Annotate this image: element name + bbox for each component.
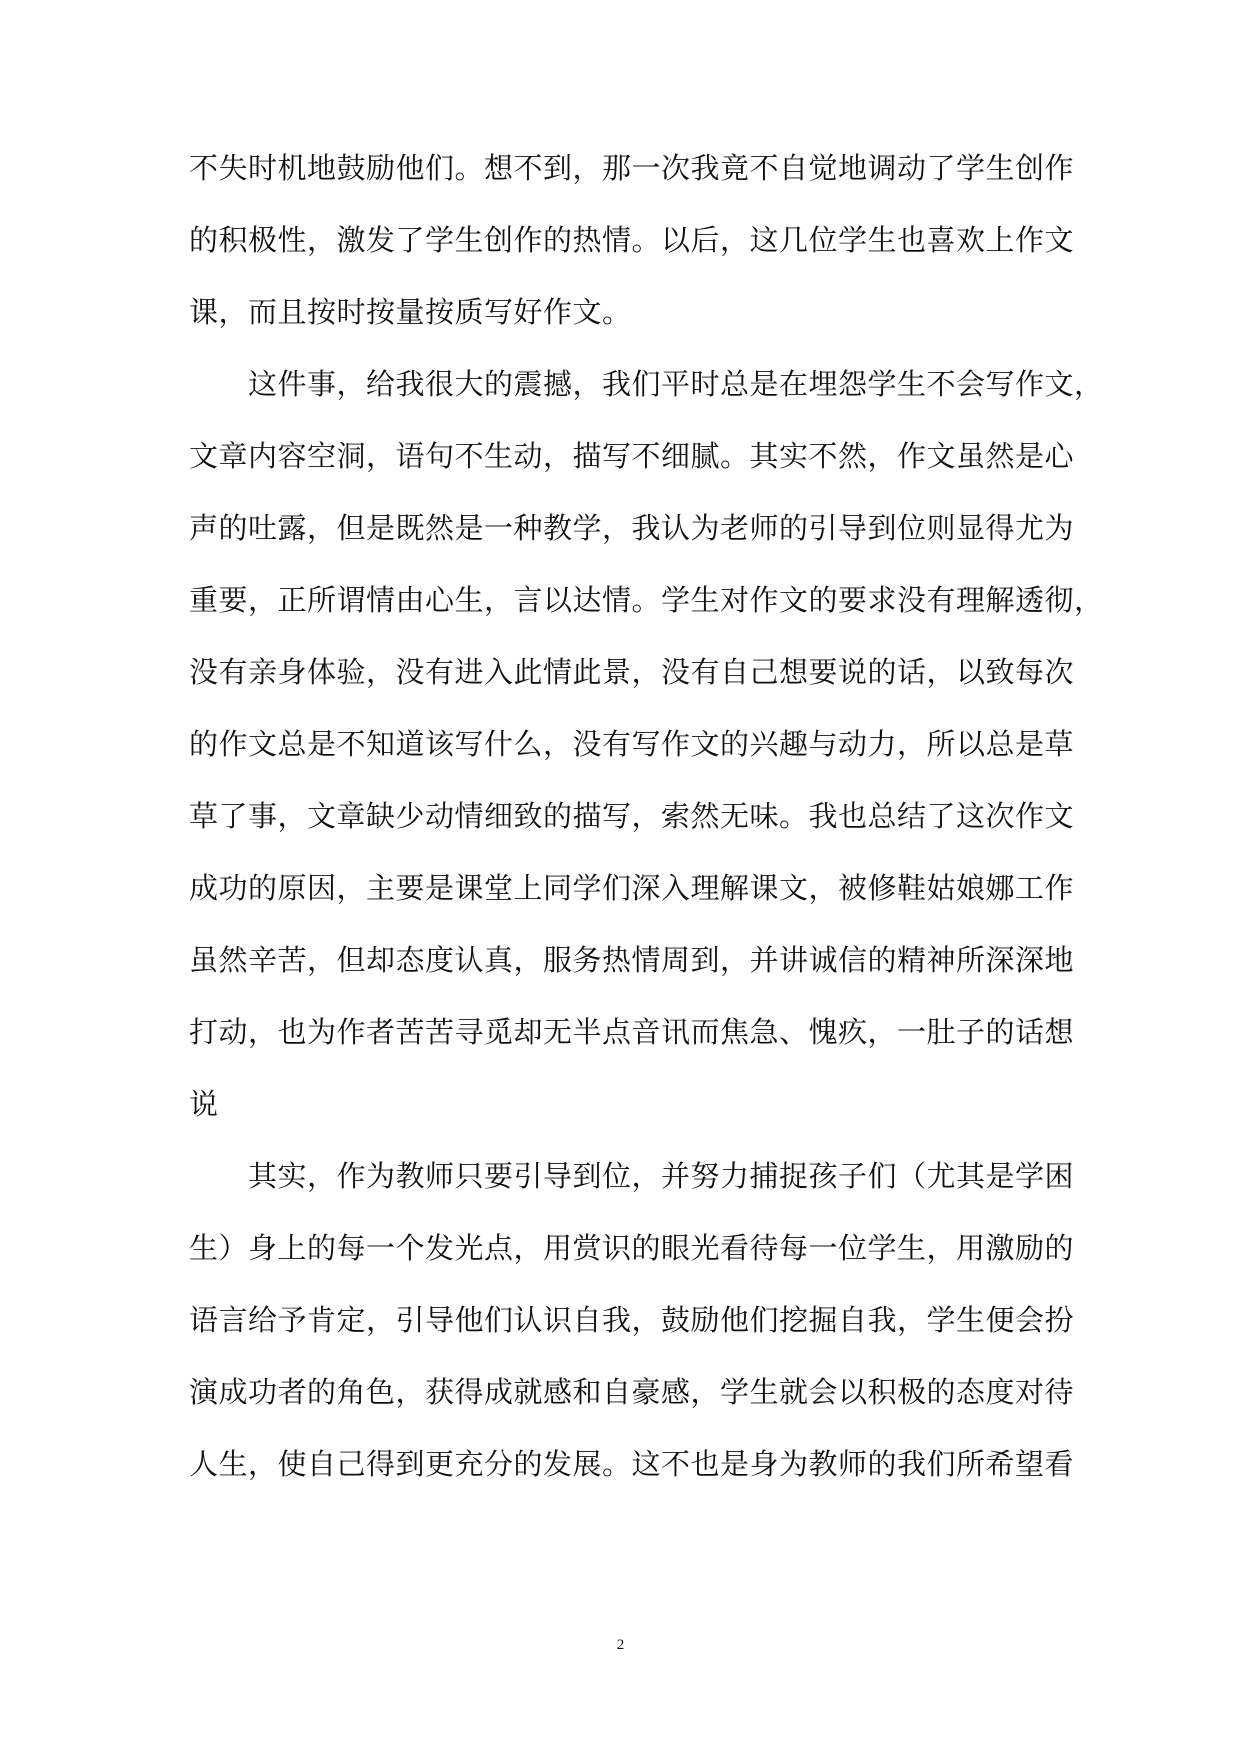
page-number: 2 [616,1637,625,1653]
text-line: 这件事，给我很大的震撼，我们平时总是在埋怨学生不会写作文， [189,367,1104,401]
text-line: 草了事，文章缺少动情细致的描写，索然无味。我也总结了这次作文 [189,799,1075,833]
text-line: 语言给予肯定，引导他们认识自我，鼓励他们挖掘自我，学生便会扮 [189,1303,1075,1337]
text-line: 生）身上的每一个发光点，用赏识的眼光看待每一位学生，用激励的 [189,1231,1075,1265]
text-line: 虽然辛苦，但却态度认真，服务热情周到，并讲诚信的精神所深深地 [189,943,1075,977]
text-line: 重要，正所谓情由心生，言以达情。学生对作文的要求没有理解透彻， [189,583,1104,617]
text-line: 的作文总是不知道该写什么，没有写作文的兴趣与动力，所以总是草 [189,727,1075,761]
text-line: 打动，也为作者苦苦寻觅却无半点音讯而焦急、愧疚，一肚子的话想 [189,1015,1075,1049]
text-line: 说 [189,1087,219,1121]
text-line: 文章内容空洞，语句不生动，描写不细腻。其实不然，作文虽然是心 [189,439,1075,473]
text-line: 人生，使自己得到更充分的发展。这不也是身为教师的我们所希望看 [189,1447,1075,1481]
text-line: 成功的原因，主要是课堂上同学们深入理解课文，被修鞋姑娘娜工作 [189,871,1075,905]
text-line: 不失时机地鼓励他们。想不到，那一次我竟不自觉地调动了学生创作 [189,151,1075,185]
text-line: 声的吐露，但是既然是一种教学，我认为老师的引导到位则显得尤为 [189,511,1075,545]
text-line: 课，而且按时按量按质写好作文。 [189,295,632,329]
text-line: 的积极性，激发了学生创作的热情。以后，这几位学生也喜欢上作文 [189,223,1075,257]
text-line: 演成功者的角色，获得成就感和自豪感，学生就会以积极的态度对待 [189,1375,1075,1409]
text-line: 没有亲身体验，没有进入此情此景，没有自己想要说的话，以致每次 [189,655,1075,689]
text-line: 其实，作为教师只要引导到位，并努力捕捉孩子们（尤其是学困 [189,1159,1075,1193]
